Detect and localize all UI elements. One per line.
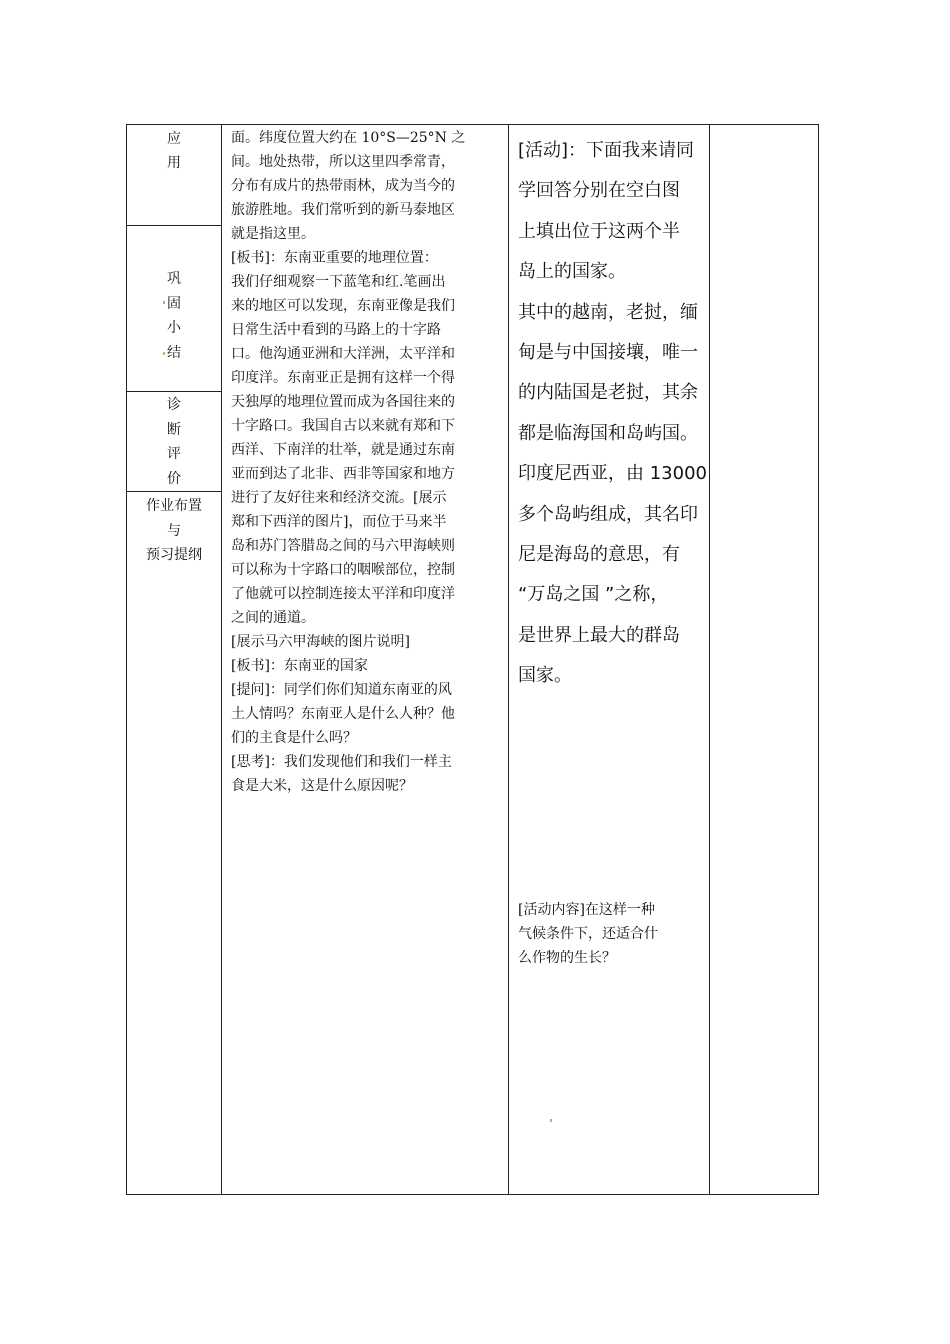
text-line: 可以称为十字路口的咽喉部位，控制: [231, 562, 455, 578]
text-line: 土人情吗？东南亚人是什么人种？他: [231, 706, 455, 722]
text-line: 西洋、下南洋的壮举，就是通过东南: [231, 442, 455, 458]
text-line: 日常生活中看到的马路上的十字路: [231, 322, 441, 338]
column-divider-3: [709, 124, 710, 1195]
text-line: 么作物的生长？: [518, 950, 616, 966]
stray-mark: [550, 1119, 552, 1122]
text-line: 气候条件下，还适合什: [518, 926, 658, 942]
text-line: 天独厚的地理位置而成为各国往来的: [231, 394, 455, 410]
text-line: 我们仔细观察一下蓝笔和红.笔画出: [231, 274, 446, 290]
text-line: 口。他沟通亚洲和大洋洲，太平洋和: [231, 346, 455, 362]
text-line: 学回答分别在空白图: [518, 180, 680, 202]
text-line: 都是临海国和岛屿国。: [518, 422, 698, 444]
student-activity-content-text: [518, 898, 708, 970]
text-line: 就是指这里。: [231, 226, 315, 242]
table-top-border: [126, 124, 819, 125]
text-line: 是世界上最大的群岛: [518, 624, 680, 646]
row-label-consolidate-summary: 巩 固 小 结: [167, 271, 181, 361]
text-line: 的内陆国是老挝，其余: [518, 382, 698, 404]
text-line: 岛和苏门答腊岛之间的马六甲海峡则: [231, 538, 455, 554]
text-line: 分布有成片的热带雨林，成为当今的: [231, 178, 455, 194]
text-line: [板书]：东南亚重要的地理位置：: [231, 250, 438, 266]
text-line: 甸是与中国接壤，唯一: [518, 342, 698, 364]
stray-mark: [163, 301, 165, 304]
text-line: 亚而到达了北非、西非等国家和地方: [231, 466, 455, 482]
text-line: [板书]：东南亚的国家: [231, 658, 368, 674]
row-label-diagnostic-evaluation: 诊 断 评 价: [167, 397, 181, 487]
text-line: 进行了友好往来和经济交流。[展示: [231, 490, 447, 506]
stray-mark: [163, 352, 165, 355]
text-line: 们的主食是什么吗？: [231, 730, 357, 746]
text-line: 郑和下西洋的图片]，而位于马来半: [231, 514, 447, 530]
text-line: 了他就可以控制连接太平洋和印度洋: [231, 586, 455, 602]
text-line: 上填出位于这两个半: [518, 220, 680, 242]
row-divider-1: [126, 225, 222, 226]
text-line: 国家。: [518, 665, 572, 687]
row-divider-3: [126, 491, 222, 492]
text-line: “万岛之国 ”之称，: [518, 584, 669, 606]
text-line: 面。纬度位置大约在 10°S—25°N 之: [231, 130, 466, 146]
column-divider-2: [508, 124, 509, 1195]
text-line: [提问]：同学们你们知道东南亚的风: [231, 682, 452, 698]
text-line: 尼是海岛的意思，有: [518, 544, 680, 566]
text-line: [活动]：下面我来请同: [518, 140, 695, 161]
text-line: 多个岛屿组成，其名印: [518, 503, 698, 525]
text-line: 间。地处热带，所以这里四季常青，: [231, 154, 455, 170]
text-line: 之间的通道。: [231, 610, 315, 626]
teacher-activity-text: [231, 126, 501, 798]
text-line: 旅游胜地。我们常听到的新马泰地区: [231, 202, 455, 218]
text-line: 印度洋。东南亚正是拥有这样一个得: [231, 370, 455, 386]
row-divider-2: [126, 391, 222, 392]
text-line: 十字路口。我国自古以来就有郑和下: [231, 418, 455, 434]
row-label-apply: 应 用: [167, 131, 181, 171]
text-line: 岛上的国家。: [518, 261, 626, 283]
table-right-border: [818, 124, 819, 1195]
row-label-homework-preview: 作业布置 与 预习提纲: [146, 498, 202, 563]
text-line: 食是大米，这是什么原因呢？: [231, 778, 413, 794]
student-activity-text: [518, 131, 708, 697]
text-line: 来的地区可以发现，东南亚像是我们: [231, 298, 455, 314]
text-line: 其中的越南，老挝，缅: [518, 301, 698, 323]
table-bottom-border: [126, 1194, 819, 1195]
text-line: [活动内容]在这样一种: [518, 902, 655, 918]
text-line: [思考]：我们发现他们和我们一样主: [231, 754, 452, 770]
text-line: [展示马六甲海峡的图片说明]: [231, 634, 410, 650]
text-line: 印度尼西亚，由 13000: [518, 463, 707, 485]
